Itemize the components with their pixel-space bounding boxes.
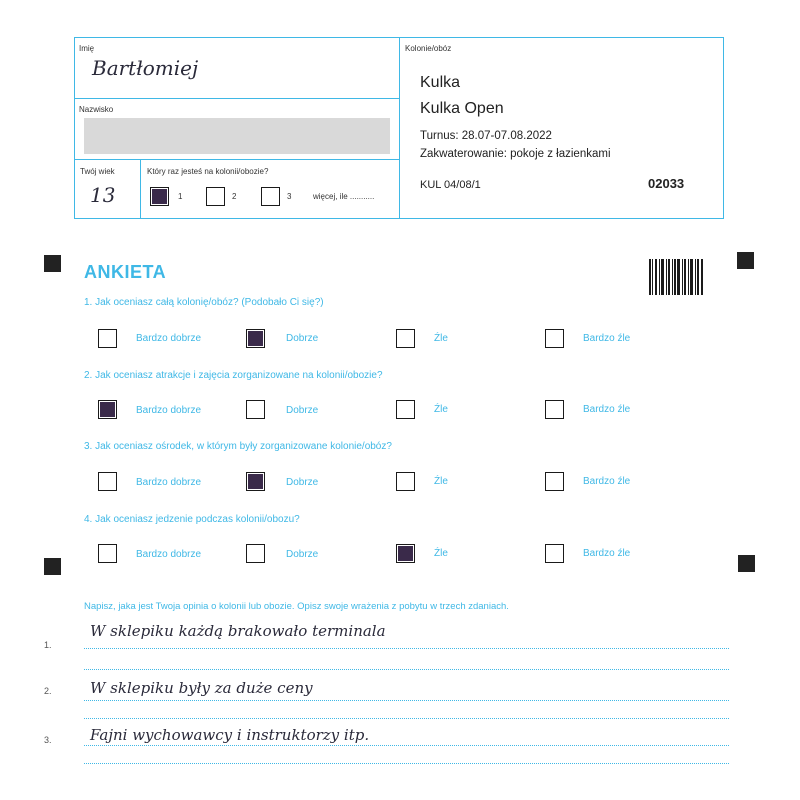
imie-value[interactable]: Bartłomiej <box>92 56 199 80</box>
form-number: 02033 <box>648 176 685 191</box>
q1-zle-label: Źle <box>434 333 448 344</box>
kolonia-box <box>399 37 724 219</box>
turnus-row <box>420 130 552 142</box>
q4-dobrze-label: Dobrze <box>286 549 319 560</box>
q4-zle-checkbox[interactable] <box>396 544 415 563</box>
q2-zle-label: Źle <box>434 404 448 415</box>
times-option-3-checkbox[interactable] <box>261 187 280 206</box>
opinion-line-2-text[interactable]: W sklepiku były za duże ceny <box>90 679 313 697</box>
q1-bardzo-zle-label: Bardzo źle <box>583 333 631 344</box>
opinion-line-3 <box>84 745 729 746</box>
opinion-line-1-number: 1. <box>44 640 52 650</box>
turnus-label: Turnus: <box>420 130 459 142</box>
opinion-line-3b <box>84 763 729 764</box>
q4-bardzo-zle-label: Bardzo źle <box>583 548 631 559</box>
q4-bardzo-dobrze-checkbox[interactable] <box>98 544 117 563</box>
q3-bardzo-zle-checkbox[interactable] <box>545 472 564 491</box>
times-option-1-label: 1 <box>178 192 183 201</box>
q3-bardzo-zle-label: Bardzo źle <box>583 476 631 487</box>
opinion-line-3-number: 3. <box>44 735 52 745</box>
wiek-value[interactable]: 13 <box>90 183 116 207</box>
times-option-2-checkbox[interactable] <box>206 187 225 206</box>
zakwaterowanie-label: Zakwaterowanie: <box>420 148 507 160</box>
wiecej-label: więcej, ile ........... <box>313 192 375 201</box>
nazwisko-label: Nazwisko <box>79 105 114 114</box>
q1-dobrze-checkbox[interactable] <box>246 329 265 348</box>
surname-redaction <box>84 118 390 154</box>
q2-bardzo-zle-checkbox[interactable] <box>545 400 564 419</box>
kolonia-label: Kolonie/obóz <box>405 44 452 53</box>
q2-zle-checkbox[interactable] <box>396 400 415 419</box>
q2-dobrze-label: Dobrze <box>286 405 319 416</box>
times-option-2-label: 2 <box>232 192 237 201</box>
registration-marker-bottom-right <box>738 555 755 572</box>
q4-bardzo-zle-checkbox[interactable] <box>545 544 564 563</box>
q3-dobrze-label: Dobrze <box>286 477 319 488</box>
q4-zle-label: Źle <box>434 548 448 559</box>
q3-zle-checkbox[interactable] <box>396 472 415 491</box>
question-1-text: 1. Jak oceniasz całą kolonię/obóz? (Podobało Ci się?) <box>84 297 324 308</box>
q3-bardzo-dobrze-label: Bardzo dobrze <box>136 477 202 488</box>
registration-marker-bottom-left <box>44 558 61 575</box>
q1-dobrze-label: Dobrze <box>286 333 319 344</box>
opinion-line-2 <box>84 700 729 701</box>
q2-bardzo-zle-label: Bardzo źle <box>583 404 631 415</box>
q1-bardzo-zle-checkbox[interactable] <box>545 329 564 348</box>
turnus-value: 28.07-07.08.2022 <box>461 130 552 142</box>
imie-label: Imię <box>79 44 95 53</box>
q4-dobrze-checkbox[interactable] <box>246 544 265 563</box>
q1-bardzo-dobrze-checkbox[interactable] <box>98 329 117 348</box>
opinion-line-1b <box>84 669 729 670</box>
kolonia-name-1: Kulka <box>420 74 461 91</box>
opinion-line-1 <box>84 648 729 649</box>
survey-title: ANKIETA <box>84 262 167 282</box>
q3-zle-label: Źle <box>434 476 448 487</box>
zakwaterowanie-row <box>420 148 611 160</box>
q3-bardzo-dobrze-checkbox[interactable] <box>98 472 117 491</box>
ktory-raz-label: Który raz jesteś na kolonii/obozie? <box>147 167 269 176</box>
registration-marker-top-right <box>737 252 754 269</box>
q1-bardzo-dobrze-label: Bardzo dobrze <box>136 333 202 344</box>
q2-dobrze-checkbox[interactable] <box>246 400 265 419</box>
registration-marker-top-left <box>44 255 61 272</box>
kolonia-name-2: Kulka Open <box>420 100 504 117</box>
opinion-line-3-text[interactable]: Fajni wychowawcy i instruktorzy itp. <box>90 726 370 744</box>
kolonia-code: KUL 04/08/1 <box>420 179 481 191</box>
q1-zle-checkbox[interactable] <box>396 329 415 348</box>
q4-bardzo-dobrze-label: Bardzo dobrze <box>136 549 202 560</box>
q3-dobrze-checkbox[interactable] <box>246 472 265 491</box>
wiek-label: Twój wiek <box>80 167 115 176</box>
opinion-line-1-text[interactable]: W sklepiku każdą brakowało terminala <box>90 622 386 640</box>
question-2-text: 2. Jak oceniasz atrakcje i zajęcia zorganizowane na kolonii/obozie? <box>84 370 383 381</box>
opinion-line-2-number: 2. <box>44 686 52 696</box>
q2-bardzo-dobrze-label: Bardzo dobrze <box>136 405 202 416</box>
zakwaterowanie-value: pokoje z łazienkami <box>510 148 611 160</box>
times-option-1-checkbox[interactable] <box>150 187 169 206</box>
barcode <box>649 259 703 295</box>
question-3-text: 3. Jak oceniasz ośrodek, w którym były zorganizowane kolonie/obóz? <box>84 441 392 452</box>
opinion-line-2b <box>84 718 729 719</box>
question-4-text: 4. Jak oceniasz jedzenie podczas kolonii/obozu? <box>84 514 300 525</box>
opinion-prompt: Napisz, jaka jest Twoja opinia o kolonii lub obozie. Opisz swoje wrażenia z pobytu w trzech zdaniach. <box>84 601 509 612</box>
times-option-3-label: 3 <box>287 192 292 201</box>
q2-bardzo-dobrze-checkbox[interactable] <box>98 400 117 419</box>
